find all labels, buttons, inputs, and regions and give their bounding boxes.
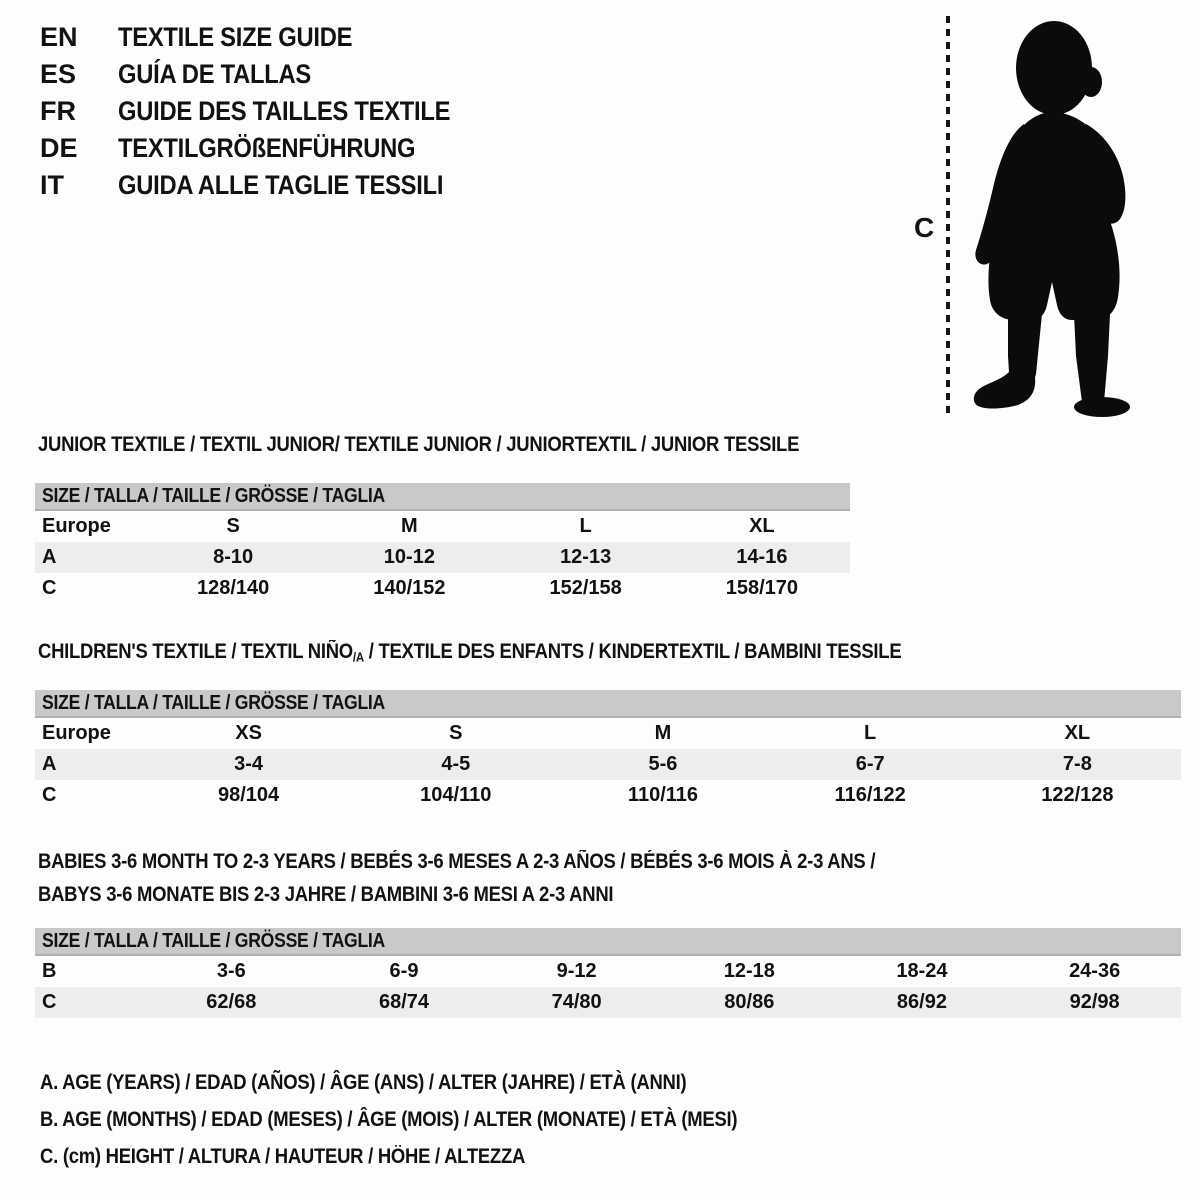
- guide-title-it: GUIDA ALLE TAGLIE TESSILI: [118, 170, 444, 200]
- children-size-table: [35, 690, 1181, 811]
- babies-title-line1: BABIES 3-6 MONTH TO 2-3 YEARS / BEBÉS 3-6 MESES A 2-3 AÑOS / BÉBÉS 3-6 MOIS À 2-3 ANS /: [38, 850, 876, 873]
- babies-section-title: [38, 845, 989, 911]
- legend-line-c: C. (cm) HEIGHT / ALTURA / HAUTEUR / HÖHE / ALTEZZA: [40, 1145, 526, 1168]
- cell: M: [654, 722, 672, 744]
- cell: 158/170: [725, 577, 799, 599]
- cell: 4-5: [352, 749, 559, 780]
- cell: XL: [1064, 722, 1091, 744]
- lang-row-en: [40, 19, 496, 56]
- cell: S: [449, 722, 463, 744]
- cell: 14-16: [674, 542, 850, 573]
- row-label: B: [42, 960, 57, 982]
- size-header-label: SIZE / TALLA / TAILLE / GRÖSSE / TAGLIA: [42, 691, 386, 714]
- lang-code: FR: [40, 96, 76, 126]
- toddler-silhouette-icon: [962, 16, 1138, 418]
- table-row: [35, 749, 1181, 780]
- children-section-title: [38, 640, 1019, 670]
- height-measure-label: C: [914, 212, 935, 243]
- table-row: [35, 955, 1181, 987]
- lang-row-es: [40, 56, 496, 93]
- cell: 140/152: [373, 577, 446, 599]
- table-header-row: [35, 483, 850, 510]
- cell: 6-9: [389, 960, 419, 982]
- cell: 7-8: [974, 749, 1181, 780]
- cell: 74/80: [490, 987, 663, 1018]
- table-row: [35, 542, 850, 573]
- table-header-row: [35, 928, 1181, 955]
- cell: 18-24: [896, 960, 948, 982]
- table-row: [35, 780, 1181, 811]
- lang-code: ES: [40, 59, 77, 89]
- row-label: A: [35, 749, 145, 780]
- cell: 62/68: [145, 987, 318, 1018]
- cell: 92/98: [1008, 987, 1181, 1018]
- table-row: [35, 987, 1181, 1018]
- lang-code: IT: [40, 170, 64, 200]
- guide-title-fr: GUIDE DES TAILLES TEXTILE: [118, 96, 451, 126]
- cell: 24-36: [1069, 960, 1121, 982]
- cell: 128/140: [196, 577, 270, 599]
- cell: 86/92: [836, 987, 1009, 1018]
- lang-row-it: [40, 167, 496, 204]
- row-label: C: [35, 987, 145, 1018]
- cell: L: [864, 722, 877, 744]
- lang-code: DE: [40, 133, 78, 163]
- guide-title-de: TEXTILGRÖßENFÜHRUNG: [118, 133, 416, 163]
- size-header-label: SIZE / TALLA / TAILLE / GRÖSSE / TAGLIA: [42, 484, 386, 507]
- junior-size-table: [35, 483, 850, 604]
- nino-a-subscript: /A: [352, 649, 364, 665]
- cell: 12-18: [723, 960, 775, 982]
- row-label: Europe: [42, 722, 111, 744]
- row-label: Europe: [42, 515, 111, 537]
- junior-section-title-text: JUNIOR TEXTILE / TEXTIL JUNIOR/ TEXTILE JUNIOR / JUNIORTEXTIL / JUNIOR TESSILE: [38, 433, 800, 456]
- table-row: [35, 717, 1181, 749]
- row-label: A: [35, 542, 145, 573]
- junior-section-title: [38, 433, 903, 457]
- cell: 152/158: [549, 577, 622, 599]
- size-header-label: SIZE / TALLA / TAILLE / GRÖSSE / TAGLIA: [42, 929, 386, 952]
- measurement-legend: [40, 1064, 832, 1175]
- legend-line-a: A. AGE (YEARS) / EDAD (AÑOS) / ÂGE (ANS) / ALTER (JAHRE) / ETÀ (ANNI): [40, 1071, 687, 1094]
- cell: S: [226, 515, 240, 537]
- cell: 104/110: [420, 784, 492, 806]
- cell: 5-6: [559, 749, 766, 780]
- row-label: C: [42, 577, 57, 599]
- language-title-list: [40, 19, 496, 204]
- cell: 110/116: [627, 784, 699, 806]
- guide-title-en: TEXTILE SIZE GUIDE: [118, 22, 353, 52]
- height-measure-dashed-line: [946, 16, 950, 418]
- cell: 116/122: [834, 784, 906, 806]
- cell: 8-10: [145, 542, 321, 573]
- cell: 68/74: [318, 987, 491, 1018]
- legend-line-b: B. AGE (MONTHS) / EDAD (MESES) / ÂGE (MOIS) / ALTER (MONATE) / ETÀ (MESI): [40, 1108, 738, 1131]
- row-label: C: [42, 784, 57, 806]
- cell: XL: [749, 515, 775, 537]
- table-row: [35, 573, 850, 604]
- babies-title-line2: BABYS 3-6 MONATE BIS 2-3 JAHRE / BAMBINI 3-6 MESI A 2-3 ANNI: [38, 883, 614, 906]
- cell: 9-12: [556, 960, 597, 982]
- cell: 6-7: [767, 749, 974, 780]
- cell: 3-4: [145, 749, 352, 780]
- cell: XS: [235, 722, 262, 744]
- guide-title-es: GUÍA DE TALLAS: [118, 59, 311, 89]
- cell: L: [579, 515, 592, 537]
- cell: 80/86: [663, 987, 836, 1018]
- table-header-row: [35, 690, 1181, 717]
- cell: M: [401, 515, 418, 537]
- cell: 98/104: [218, 784, 280, 806]
- lang-row-fr: [40, 93, 496, 130]
- lang-code: EN: [40, 22, 78, 52]
- cell: 3-6: [216, 960, 246, 982]
- cell: 122/128: [1041, 784, 1114, 806]
- babies-size-table: [35, 928, 1181, 1018]
- lang-row-de: [40, 130, 496, 167]
- cell: 10-12: [321, 542, 497, 573]
- cell: 12-13: [498, 542, 674, 573]
- table-row: [35, 510, 850, 542]
- children-section-title-text: CHILDREN'S TEXTILE / TEXTIL NIÑO/A / TEXTILE DES ENFANTS / KINDERTEXTIL / BAMBINI TESSILE: [38, 640, 902, 665]
